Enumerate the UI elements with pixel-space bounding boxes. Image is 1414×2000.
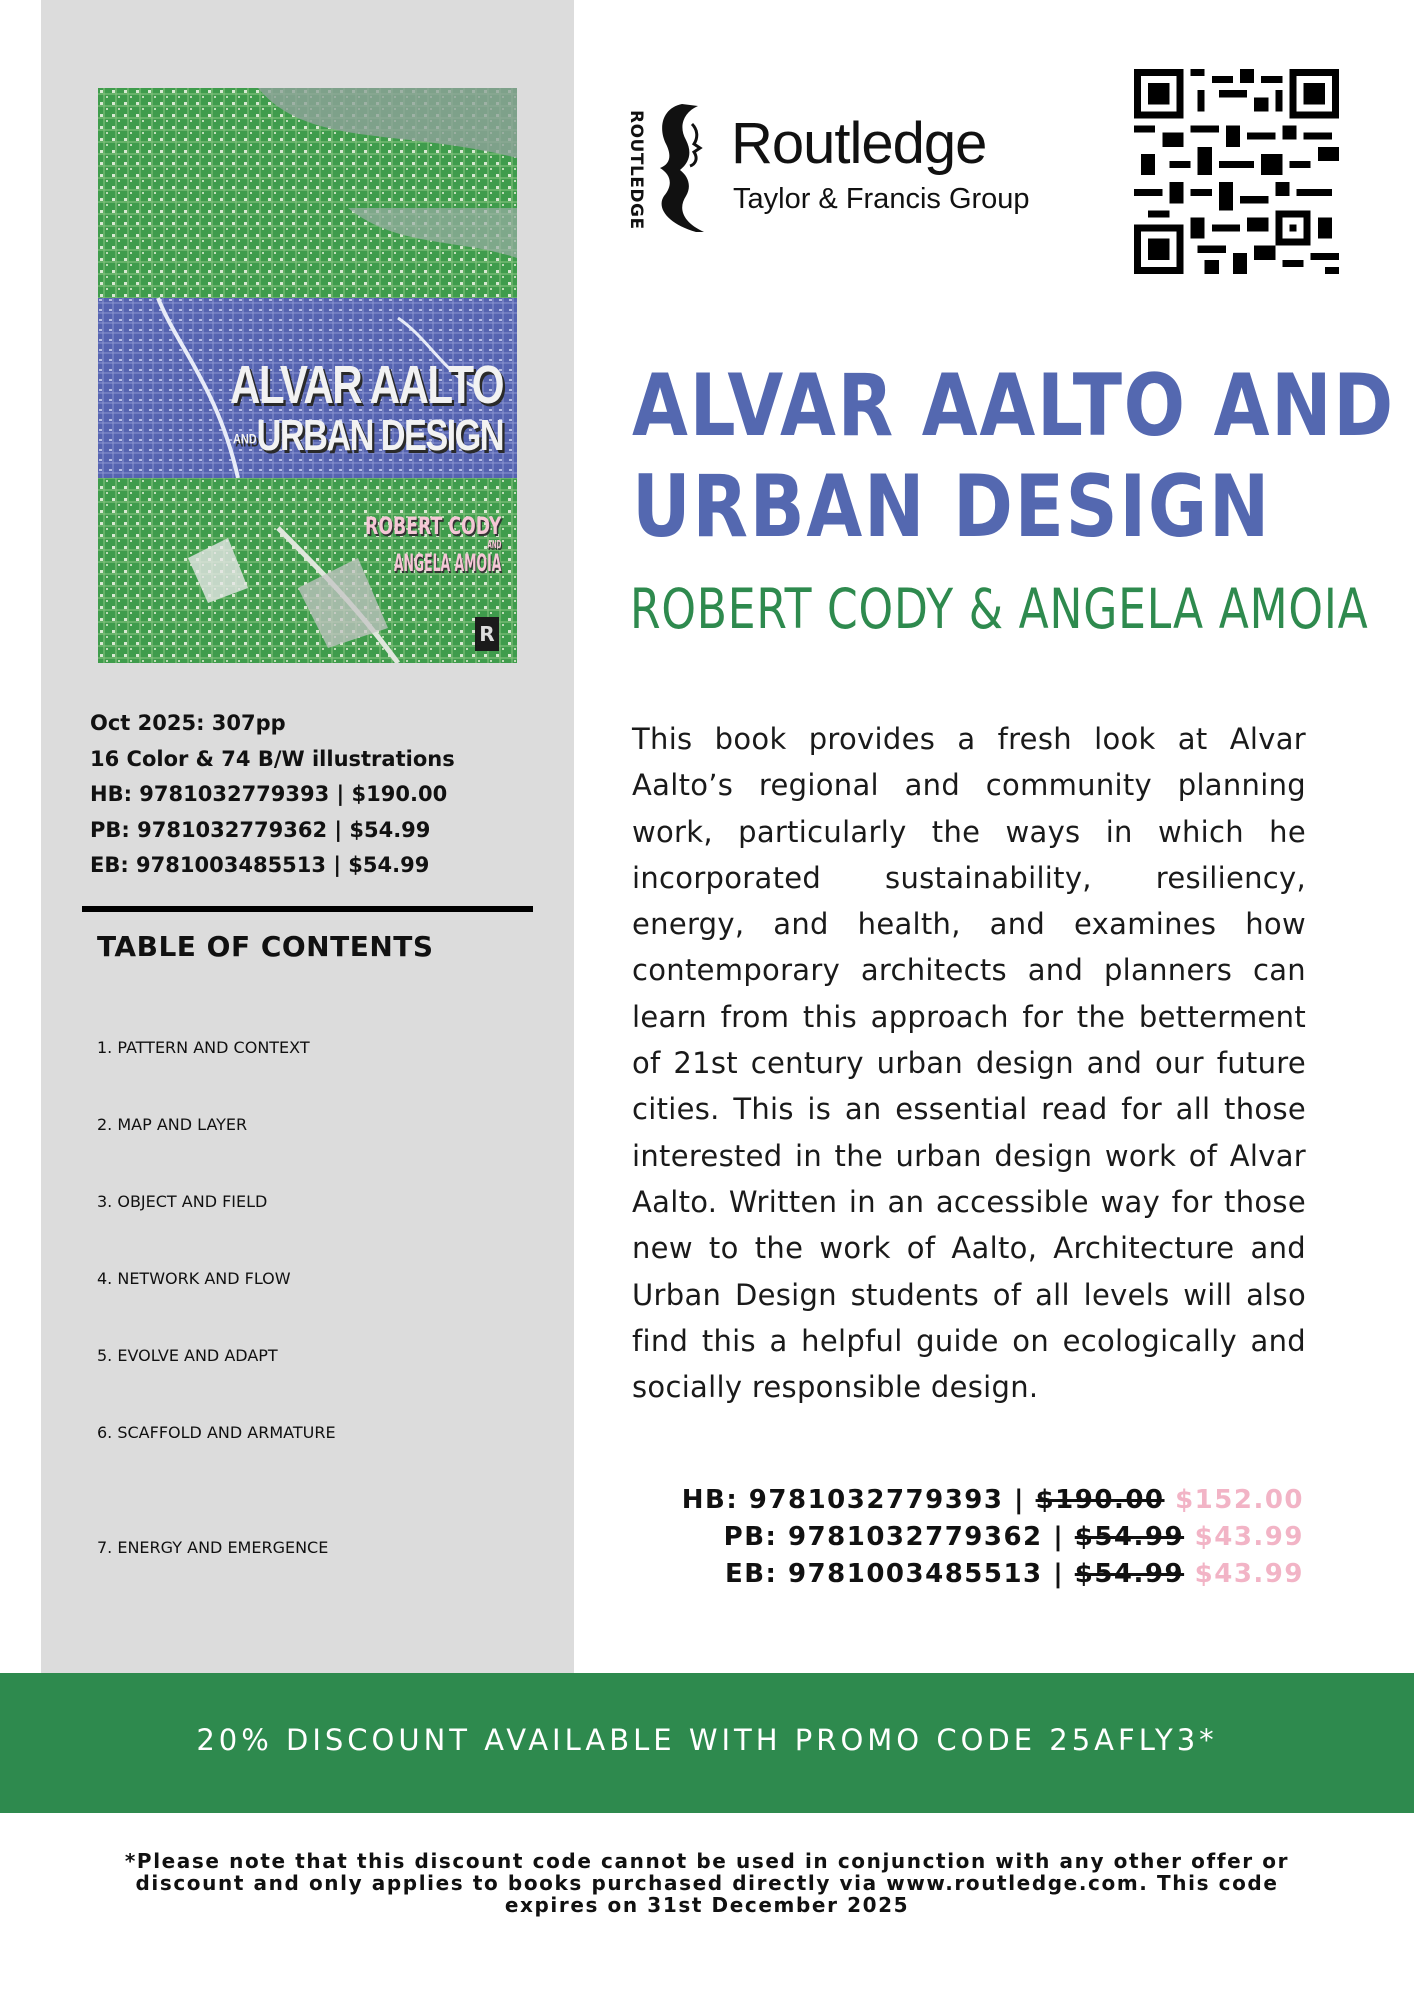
price-label: PB: 9781032779362 | — [723, 1522, 1075, 1552]
cover-author2-line — [352, 539, 501, 576]
price-old: $54.99 — [1074, 1522, 1185, 1552]
promo-text: 20% DISCOUNT AVAILABLE WITH PROMO CODE 25AFLY3* — [196, 1723, 1218, 1757]
cover-authors — [294, 514, 501, 576]
book-title-line2: URBAN DESIGN — [632, 457, 1272, 557]
price-new: $43.99 — [1194, 1559, 1304, 1589]
toc-item: 6. SCAFFOLD AND ARMATURE — [97, 1423, 336, 1442]
logo-vertical-text — [626, 110, 648, 230]
price-old: $190.00 — [1035, 1485, 1165, 1515]
cover-publisher-logo-icon: R — [475, 617, 499, 651]
cover-title-and: AND — [233, 430, 257, 447]
meta-date-pages: Oct 2025: 307pp — [90, 711, 286, 735]
price-new: $43.99 — [1194, 1522, 1304, 1552]
toc-item: 5. EVOLVE AND ADAPT — [97, 1346, 278, 1365]
book-title — [632, 356, 1395, 558]
publisher-name: Routledge — [731, 111, 987, 176]
book-authors-text: ROBERT CODY & ANGELA AMOIA — [630, 577, 1369, 641]
price-row-hb — [620, 1482, 1304, 1519]
price-label: HB: 9781032779393 | — [681, 1485, 1036, 1515]
logo-vertical-label: ROUTLEDGE — [626, 110, 646, 230]
book-description: This book provides a fresh look at Alvar Aalto’s regional and community planning work, particularly the ways in which he incorporated sustainability, resiliency, energy, and health, and examines how contemporary architects and planners can learn from this approach for the betterment of 21st century urban design and our future cities. This is an essential read for all those interested in the urban design work of Alvar Aalto. Written in an accessible way for those new to the work of Aalto, Architecture and Urban Design students of all levels will also find this a helpful guide on ecologically and socially responsible design. — [632, 722, 1306, 1405]
toc-item: 2. MAP AND LAYER — [97, 1115, 248, 1134]
cover-title-line1: ALVAR AALTO — [230, 355, 503, 415]
qr-code-icon[interactable] — [1134, 69, 1339, 274]
cover-title-urban-design: URBAN DESIGN — [256, 411, 503, 460]
cover-author1: ROBERT CODY — [364, 512, 501, 540]
routledge-logo[interactable] — [626, 104, 1066, 234]
price-row-pb — [620, 1519, 1304, 1556]
toc-item: 7. ENERGY AND EMERGENCE — [97, 1538, 329, 1557]
price-old: $54.99 — [1074, 1559, 1185, 1589]
toc-item: 1. PATTERN AND CONTEXT — [97, 1038, 310, 1057]
cover-author2: ANGELA AMOIA — [393, 548, 501, 577]
book-meta-info — [90, 706, 550, 884]
cover-author-and: AND — [487, 538, 501, 552]
book-title-line1: ALVAR AALTO AND — [632, 356, 1395, 456]
promo-footnote: *Please note that this discount code cannot be used in conjunction with any other offer or discount and only applies to books purchased directly via www.routledge.com. This code expires on 31st December 2025 — [124, 1849, 1290, 1917]
cover-title-line2 — [187, 411, 503, 460]
toc-item: 4. NETWORK AND FLOW — [97, 1269, 291, 1288]
discount-price-list — [620, 1482, 1304, 1593]
toc-item: 3. OBJECT AND FIELD — [97, 1192, 268, 1211]
book-authors — [630, 577, 1414, 641]
sidebar-divider — [82, 906, 533, 912]
meta-pb: PB: 9781032779362 | $54.99 — [90, 817, 431, 842]
routledge-face-icon — [652, 104, 704, 232]
meta-eb: EB: 9781003485513 | $54.99 — [90, 853, 430, 877]
price-row-eb — [620, 1556, 1304, 1593]
meta-hb: HB: 9781032779393 | $190.00 — [90, 782, 448, 806]
price-label: EB: 9781003485513 | — [724, 1559, 1075, 1589]
meta-illustrations: 16 Color & 74 B/W illustrations — [90, 746, 455, 771]
cover-title — [98, 355, 503, 460]
book-cover-image[interactable] — [98, 88, 517, 663]
publisher-group: Taylor & Francis Group — [733, 183, 1030, 215]
price-new: $152.00 — [1175, 1485, 1304, 1515]
promo-banner — [0, 1673, 1414, 1813]
toc-heading: TABLE OF CONTENTS — [97, 930, 434, 963]
